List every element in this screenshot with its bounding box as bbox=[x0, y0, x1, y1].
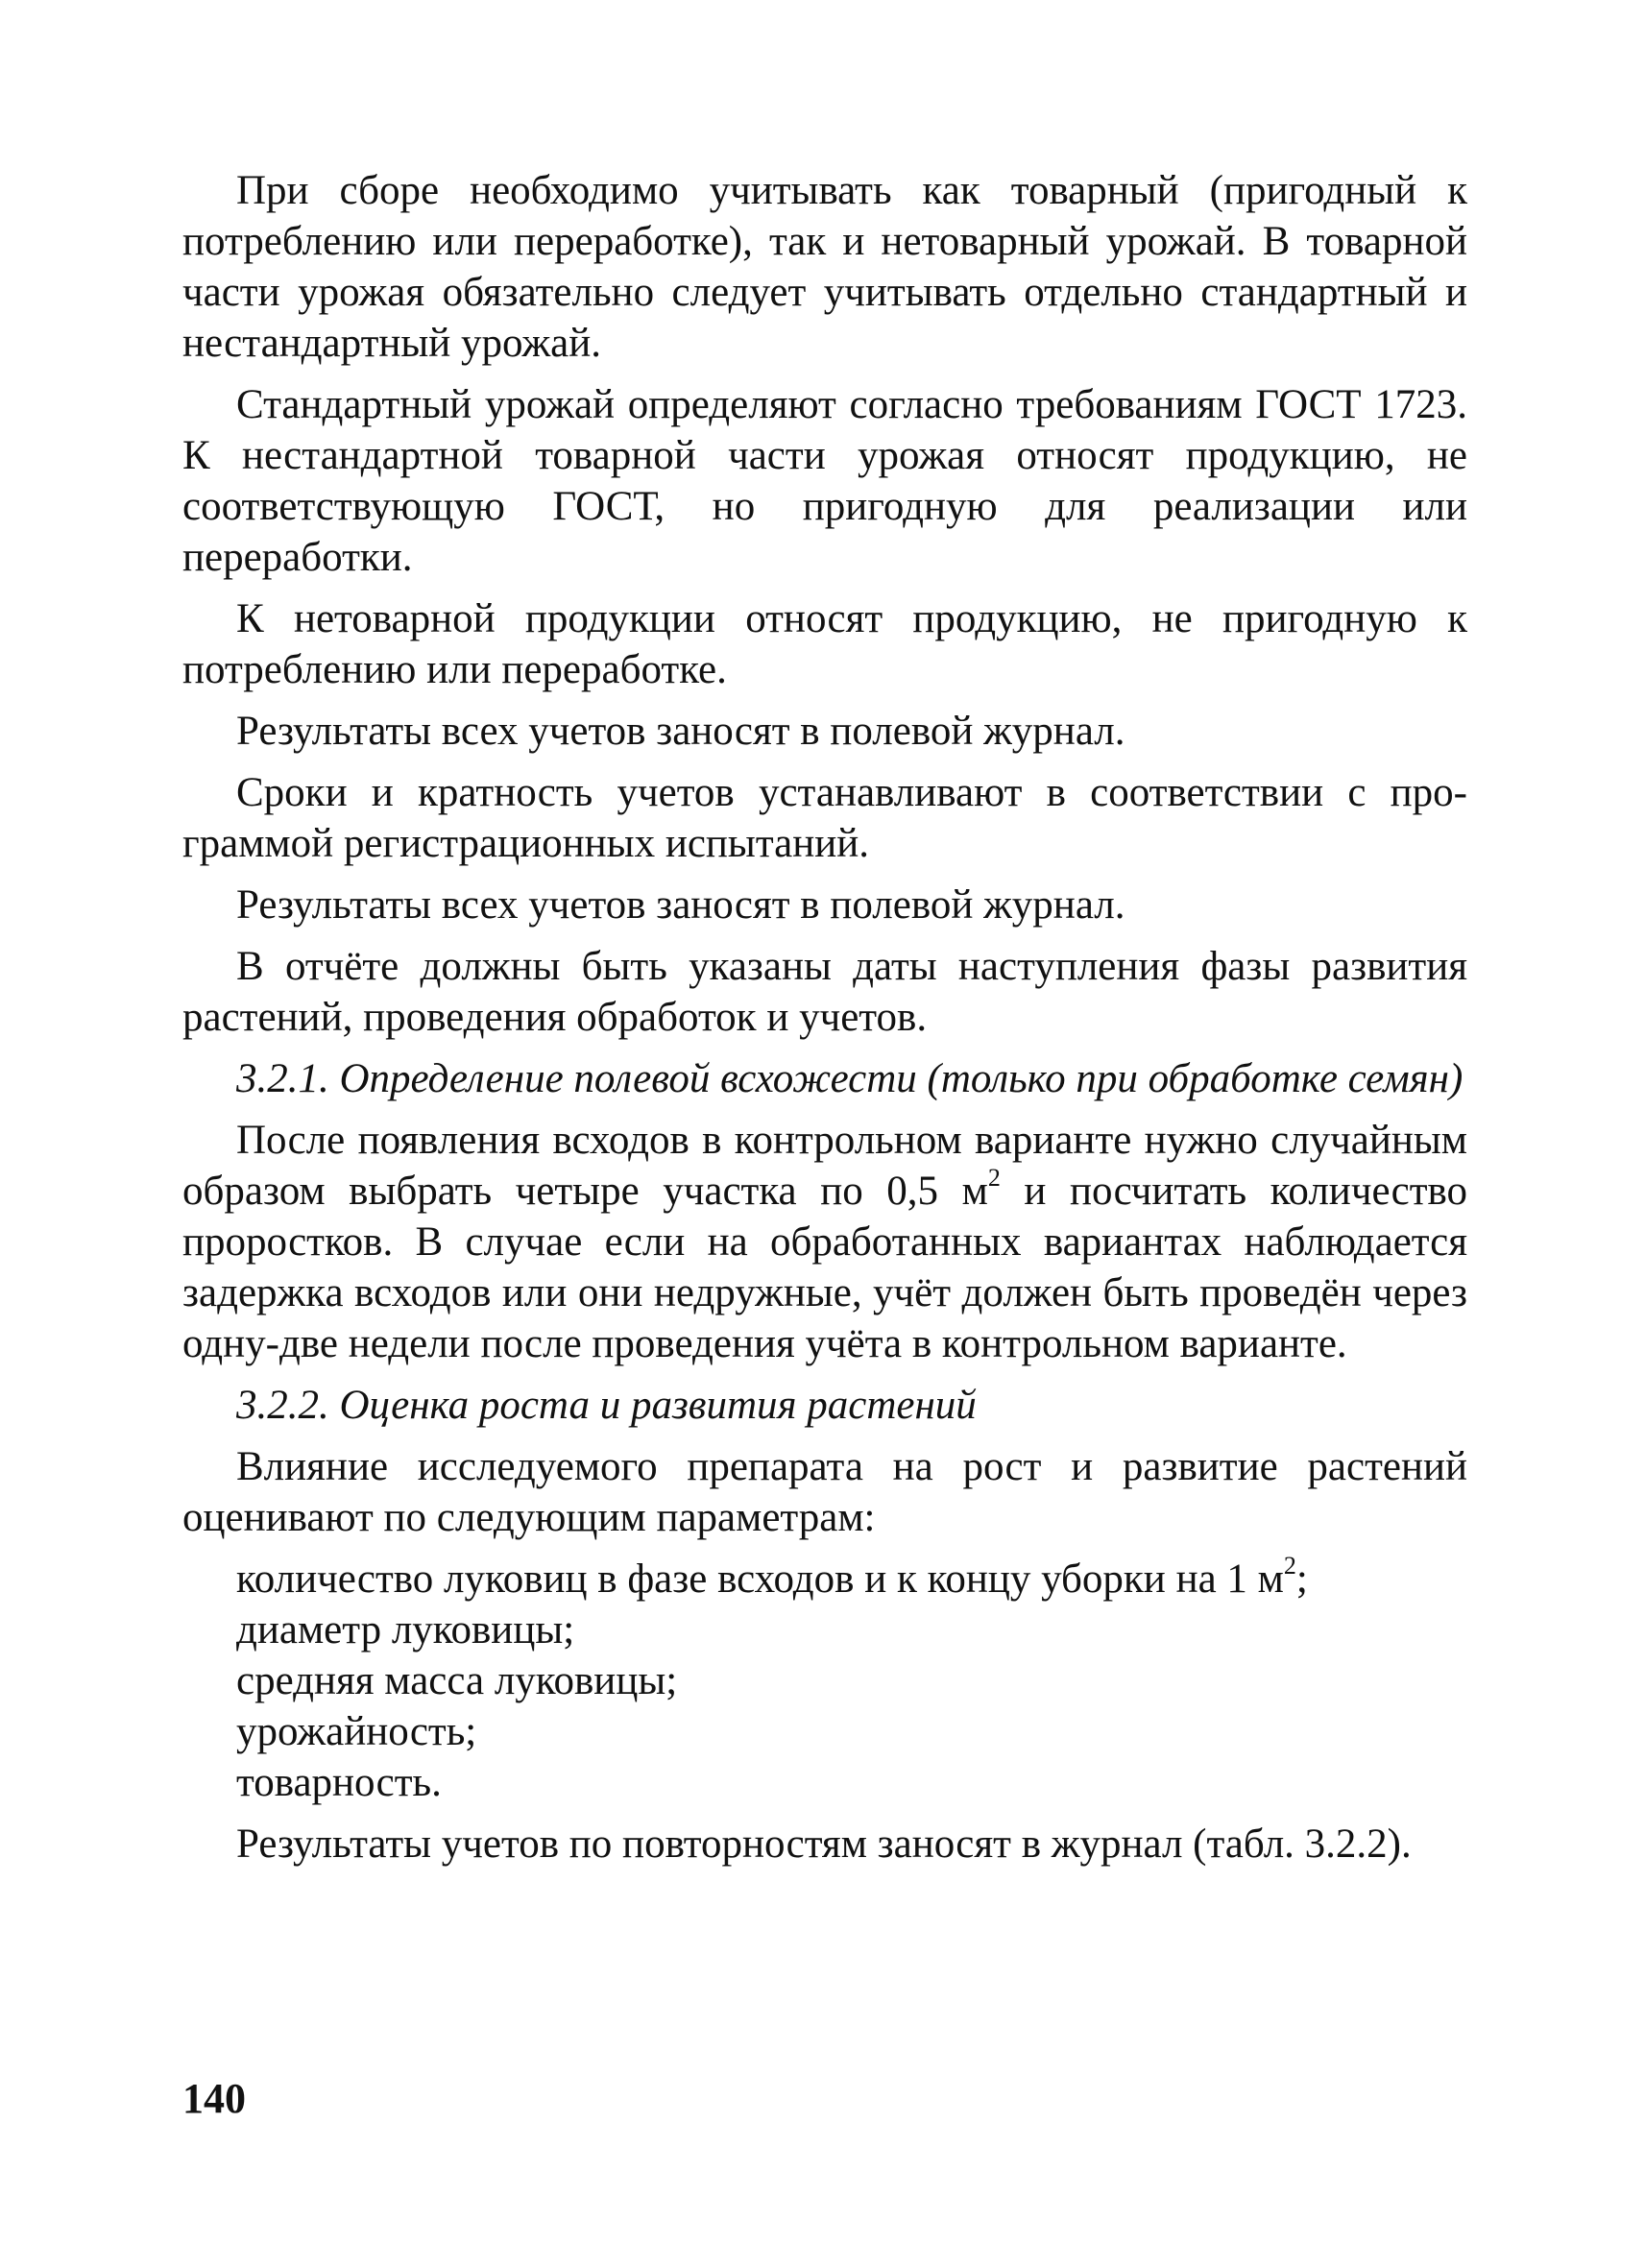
page-number: 140 bbox=[182, 2075, 246, 2122]
text-segment: количество луковиц в фазе всходов и к концу уборки на 1 м bbox=[236, 1556, 1284, 1602]
text-segment: После появления всходов в контрольном варианте нужно случайным образом выбрать четыре участка по 0,5 м bbox=[182, 1118, 1467, 1214]
body-text bbox=[182, 165, 1467, 1880]
closing-paragraph: Результаты учетов по повторностям заносят в журнал (табл. 3.2.2). bbox=[236, 1822, 1412, 1867]
section-3-2-1-body bbox=[182, 1115, 1467, 1369]
paragraph: Стандартный урожай определяют согласно требованиям ГОСТ 1723. К нестандартной товарной части урожая относят продукцию, не соответствующую ГОСТ, но пригодную для реализации или переработки. bbox=[182, 382, 1467, 580]
paragraph: При сборе необходимо учитывать как товарный (пригодный к потреблению или переработке), так и нетоварный урожай. В товарной части урожая обязательно следует учитывать отдельно стандартный и нестандартный урожай. bbox=[182, 168, 1467, 366]
list-item bbox=[182, 1551, 1467, 1604]
paragraph: К нетоварной продукции относят продукцию, не пригодную к потреблению или переработке. bbox=[182, 596, 1467, 692]
text-segment: ; bbox=[1295, 1556, 1308, 1602]
list-item: товарность. bbox=[236, 1760, 442, 1805]
superscript: 2 bbox=[1283, 1551, 1296, 1580]
text-segment: и посчитать количество проростков. В случае если на обработанных вариантах наблюдается задержка всходов или они недружные, учёт должен быть проведён через одну-две недели после проведения учёта в контрольном варианте. bbox=[182, 1169, 1467, 1366]
list-item: диаметр луковицы; bbox=[236, 1607, 575, 1653]
paragraph: Результаты всех учетов заносят в полевой журнал. bbox=[236, 709, 1125, 754]
paragraph: Результаты всех учетов заносят в полевой журнал. bbox=[236, 882, 1125, 928]
section-3-2-2-intro: Влияние исследуемого препарата на рост и развитие растений оценивают по следующим параметрам: bbox=[182, 1444, 1467, 1540]
section-heading-3-2-2: 3.2.2. Оценка роста и развития растений bbox=[236, 1383, 977, 1428]
superscript: 2 bbox=[987, 1163, 1001, 1192]
list-item: средняя масса луковицы; bbox=[236, 1658, 678, 1703]
list-item: урожайность; bbox=[236, 1709, 477, 1754]
paragraph: В отчёте должны быть указаны даты наступления фазы развития растений, проведения обработок и учетов. bbox=[182, 944, 1467, 1040]
section-heading-3-2-1: 3.2.1. Определение полевой всхожести (только при обработке семян) bbox=[236, 1056, 1464, 1101]
paragraph: Сроки и кратность учетов устанавливают в соответствии с программой регистрационных испытаний. bbox=[182, 770, 1467, 866]
